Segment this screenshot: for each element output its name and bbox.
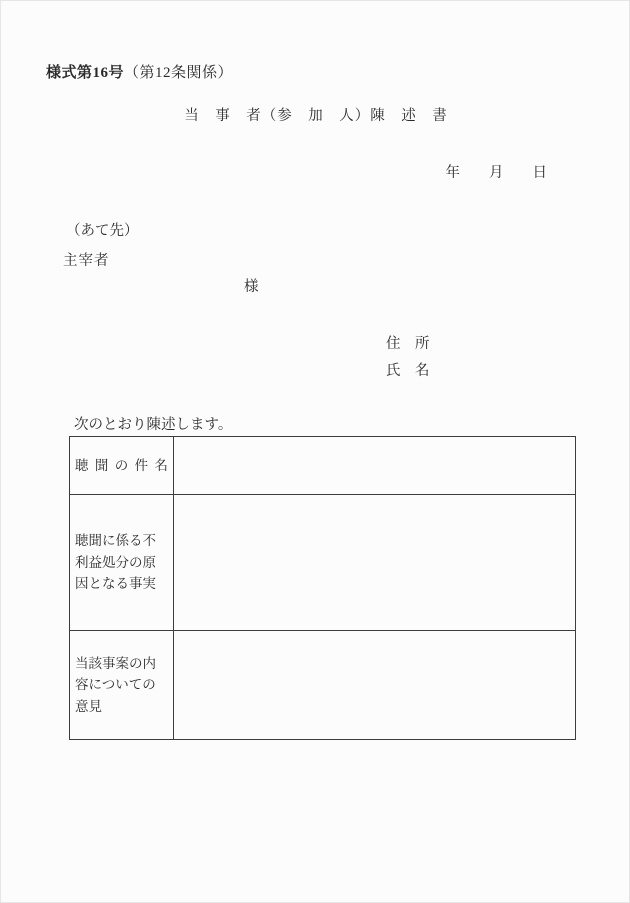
row-label-cell — [70, 495, 174, 630]
chairperson-label: 主宰者 — [63, 253, 110, 269]
address-label: 住 所 — [386, 336, 430, 352]
form-number-line — [46, 61, 233, 82]
form-reference: （第12条関係） — [124, 65, 234, 81]
row-value-cell — [174, 495, 575, 630]
name-label: 氏 名 — [386, 363, 430, 379]
table-row-hearing-case-name — [70, 437, 575, 495]
row-label: 聴聞の件名 — [75, 457, 168, 473]
row-label-cell — [70, 437, 174, 494]
table-row-opinion-on-case — [70, 631, 575, 739]
table-row-facts-causing-disposition — [70, 495, 575, 631]
row-value-cell — [174, 437, 575, 494]
row-label: 当該事案の内容についての意見 — [75, 655, 156, 714]
honorific-sama: 様 — [244, 279, 259, 295]
row-label-cell — [70, 631, 174, 739]
form-number: 様式第16号 — [46, 65, 125, 81]
statement-table — [69, 436, 576, 740]
date-line: 年 月 日 — [445, 165, 547, 181]
row-label: 聴聞に係る不利益処分の原因となる事実 — [75, 533, 156, 592]
statement-intro: 次のとおり陳述します。 — [74, 417, 233, 433]
row-value-cell — [174, 631, 575, 739]
addressee-label: （あて先） — [66, 223, 139, 239]
document-title: 当 事 者（参 加 人）陳 述 書 — [184, 108, 448, 124]
